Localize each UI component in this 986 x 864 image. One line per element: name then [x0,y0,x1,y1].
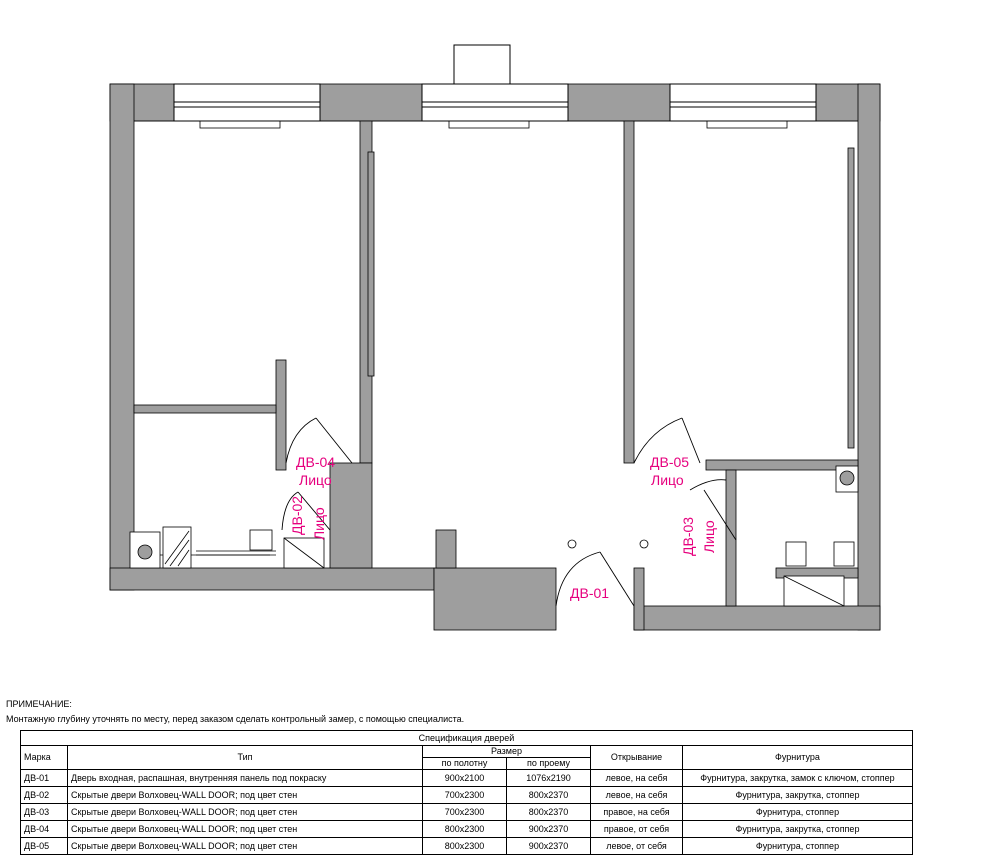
partition-right-room [624,121,634,463]
cell-opening: левое, на себя [591,787,683,804]
chimney-block [454,45,510,84]
wall-bottom-right-mid [634,568,644,630]
door-label-dv04: ДВ-04 [296,454,336,470]
cell-opening-size: 900x2370 [507,838,591,855]
cell-hardware: Фурнитура, закрутка, замок с ключом, стоппер [683,770,913,787]
valve-icon [250,530,272,550]
table-row [21,770,913,787]
walls [110,84,880,630]
partition-right-service [706,460,858,470]
riser-icon-1 [786,542,806,566]
cell-type: Скрытые двери Волховец-WALL DOOR; под цвет стен [68,787,423,804]
table-row [21,804,913,821]
cell-leaf: 700x2300 [423,787,507,804]
door-label-dv02: ДВ-02 [289,495,305,535]
partition-bath-top [134,405,276,413]
wall-left [110,84,134,590]
cell-hardware: Фурнитура, стоппер [683,838,913,855]
header-hardware: Фурнитура [683,746,913,770]
partition-bath-inner [330,463,372,568]
cell-hardware: Фурнитура, закрутка, стоппер [683,821,913,838]
windows [174,84,816,121]
door-face-dv04: Лицо [299,472,332,488]
wall-bottom-left [110,568,434,590]
header-opening: Открывание [591,746,683,770]
door-face-dv05: Лицо [651,472,684,488]
light-icon-1 [568,540,576,548]
header-size-opening: по проему [507,758,591,770]
cell-opening-size: 800x2370 [507,804,591,821]
cell-opening: левое, на себя [591,770,683,787]
partition-hall-left [436,530,456,568]
cell-mark: ДВ-01 [21,770,68,787]
cell-mark: ДВ-02 [21,787,68,804]
door-label-dv05: ДВ-05 [650,454,690,470]
partition-left-room-lower [276,360,286,470]
riser-icon-2 [834,542,854,566]
wall-top-mid-left-pier [320,84,422,121]
header-type: Тип [68,746,423,770]
cell-type: Скрытые двери Волховец-WALL DOOR; под цвет стен [68,804,423,821]
door-label-dv01: ДВ-01 [570,585,610,601]
cell-opening-size: 1076x2190 [507,770,591,787]
cell-opening: левое, от себя [591,838,683,855]
cell-mark: ДВ-05 [21,838,68,855]
note-text: Монтажную глубину уточнять по месту, перед заказом сделать контрольный замер, с помощью специалиста. [6,714,465,724]
cell-hardware: Фурнитура, стоппер [683,804,913,821]
spec-caption: Спецификация дверей [21,731,913,746]
header-size: Размер [423,746,591,758]
header-mark: Марка [21,746,68,770]
cell-mark: ДВ-03 [21,804,68,821]
header-size-leaf: по полотну [423,758,507,770]
cell-type: Скрытые двери Волховец-WALL DOOR; под цвет стен [68,838,423,855]
door-face-dv03: Лицо [701,520,717,553]
wall-bottom-entry-right [634,606,880,630]
door-spec-table [20,730,913,855]
cell-opening: правое, на себя [591,804,683,821]
cell-type: Скрытые двери Волховец-WALL DOOR; под цвет стен [68,821,423,838]
door-face-dv02: Лицо [311,507,327,540]
cell-leaf: 800x2300 [423,838,507,855]
table-row [21,838,913,855]
cell-leaf: 900x2100 [423,770,507,787]
room-lines [134,121,858,555]
cell-hardware: Фурнитура, закрутка, стоппер [683,787,913,804]
wall-right [858,84,880,630]
cell-leaf: 700x2300 [423,804,507,821]
cell-opening-size: 900x2370 [507,821,591,838]
cell-opening: правое, от себя [591,821,683,838]
wall-top-mid-right-pier [568,84,670,121]
door-label-dv03: ДВ-03 [680,516,696,556]
cell-opening-size: 800x2370 [507,787,591,804]
note-title: ПРИМЕЧАНИЕ: [6,699,72,709]
table-row [21,787,913,804]
wall-bottom-entry-left [434,568,556,630]
cell-type: Дверь входная, распашная, внутренняя панель под покраску [68,770,423,787]
table-row [21,821,913,838]
light-icon-2 [640,540,648,548]
cell-mark: ДВ-04 [21,821,68,838]
cell-leaf: 800x2300 [423,821,507,838]
radiators [200,121,787,128]
